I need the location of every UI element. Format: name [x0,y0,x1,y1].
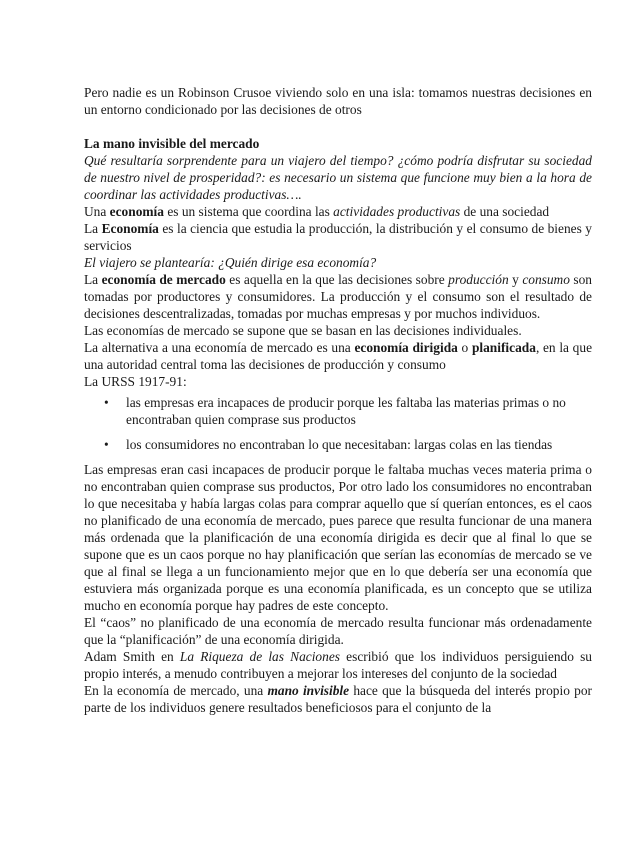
intro-paragraph: Pero nadie es un Robinson Crusoe viviendo solo en una isla: tomamos nuestras decisiones en un entorno condicionado por las decisiones de otros [84,85,592,117]
question-paragraph: Qué resultaría sorprendente para un viajero del tiempo? ¿cómo podría disfrutar su sociedad de nuestro nivel de prosperidad?: es necesario un sistema que funcione muy bien a la hora de coordinar las actividades productivas…. [84,153,592,202]
bullet-icon: • [104,395,109,410]
list-item: • los consumidores no encontraban lo que necesitaban: largas colas en las tiendas [104,437,553,452]
chaos-paragraph: El “caos” no planificado de una economía de mercado resulta funcionar más ordenadamente que la “planificación” de una economía dirigida. [84,615,592,647]
market-economy-definition: La economía de mercado es aquella en la que las decisiones sobre producción y consumo son tomadas por productores y consumidores. La producción y el consumo son el resultado de decisiones descentralizadas, tomadas por muchas empresas y por muchos individuos. [84,272,592,321]
bullet-icon: • [104,437,109,452]
urss-label: La URSS 1917-91: [84,374,187,389]
economy-definition: Una economía es un sistema que coordina las actividades productivas de una sociedad [84,204,550,219]
economics-definition: La Economía es la ciencia que estudia la producción, la distribución y el consumo de bienes y servicios [84,221,592,253]
adam-smith-paragraph: Adam Smith en La Riqueza de las Naciones escribió que los individuos persiguiendo su propio interés, a menudo contribuyen a mejorar los intereses del conjunto de la sociedad [84,649,593,681]
planned-economy-definition: La alternativa a una economía de mercado es una economía dirigida o planificada, en la que una autoridad central toma las decisiones de producción y consumo [84,340,593,372]
document-page [84,84,592,716]
traveler-question: El viajero se plantearía: ¿Quién dirige esa economía? [84,255,377,270]
section-heading: La mano invisible del mercado [84,136,260,151]
list-item: • las empresas era incapaces de producir porque les faltaba las materias primas o no encontraban quien comprase sus productos [104,395,566,427]
individual-decisions-paragraph: Las economías de mercado se supone que se basan en las decisiones individuales. [84,323,522,338]
urss-bullet-list [84,394,592,453]
long-paragraph: Las empresas eran casi incapaces de producir porque le faltaba muchas veces materia prima o no encontraban quien comprase sus productos, Por otro lado los consumidores no encontraban lo que necesitaba y había largas colas para comprar aquello que sí querían entonces, es el caos no planificado de una economía de mercado, pues parece que resulta funcionar de una manera más ordenada que la planificación de una economía dirigida es decir que al final lo que se supone que es un caos porque no hay planificación que serían las economías de mercado se ve que al final se llega a un funcionamiento mejor que en lo que debería ser una economía que estuviera más organizada porque es una economía planificada, es un concepto que se utiliza mucho en economía porque hay padres de este concepto. [84,462,592,613]
invisible-hand-paragraph: En la economía de mercado, una mano invisible hace que la búsqueda del interés propio por parte de los individuos genere resultados beneficiosos para el conjunto de la [84,683,592,715]
